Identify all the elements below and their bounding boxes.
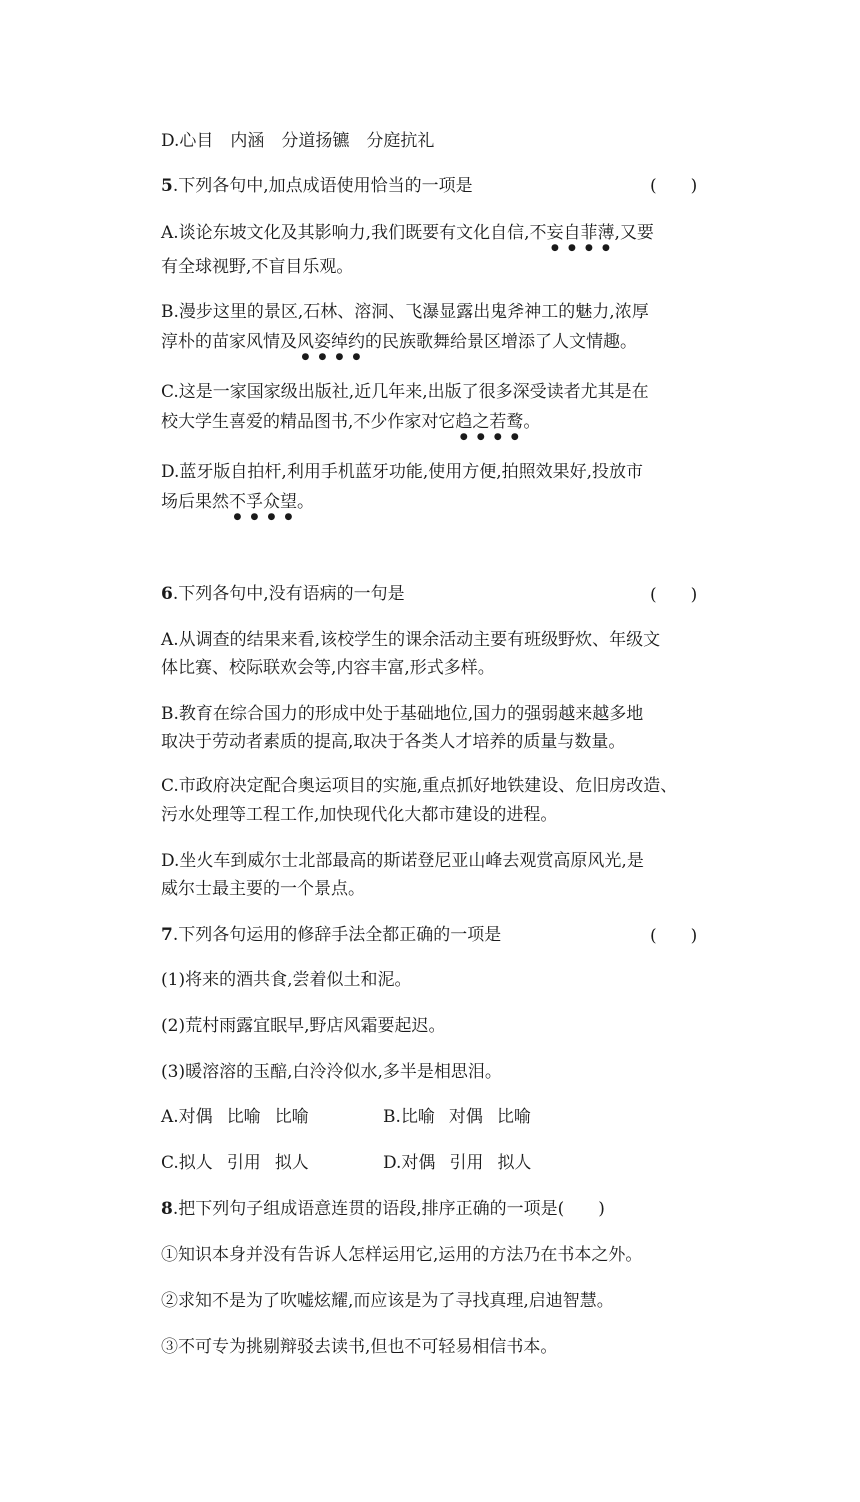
- q7-a-item: 比喻: [274, 1107, 309, 1127]
- q7-c-item: 引用: [226, 1153, 261, 1173]
- q5-option-b-line1: B.漫步这里的景区,石林、溶洞、飞瀑显露出鬼斧神工的魅力,浓厚: [161, 302, 649, 322]
- q5-a-dotted-idiom: 妄自菲薄: [546, 223, 615, 243]
- q7-d-item: D.对偶: [383, 1153, 436, 1173]
- q5-option-d-line1: D.蓝牙版自拍杆,利用手机蓝牙功能,使用方便,拍照效果好,投放市: [161, 462, 644, 482]
- q6-option-d-line2: 威尔士最主要的一个景点。: [161, 879, 365, 899]
- q8-sentence-1: ①知识本身并没有告诉人怎样运用它,运用的方法乃在书本之外。: [161, 1245, 643, 1265]
- q7-a-item: A.对偶: [161, 1107, 213, 1127]
- q6-option-a-line2: 体比赛、校际联欢会等,内容丰富,形式多样。: [161, 658, 495, 678]
- q5-c-text: 校大学生喜爱的精品图书,不少作家对它: [161, 412, 456, 432]
- q7-d-item: 拟人: [497, 1153, 532, 1173]
- q6-option-b-line2: 取决于劳动者素质的提高,取决于各类人才培养的质量与数量。: [161, 732, 626, 752]
- q7-option-a: [161, 1107, 309, 1127]
- q7-option-b: [383, 1107, 531, 1127]
- q7-c-item: 拟人: [274, 1153, 309, 1173]
- q8-stem: [161, 1199, 605, 1219]
- q6-stem-text: .下列各句中,没有语病的一句是: [172, 584, 405, 604]
- q7-b-item: 比喻: [496, 1107, 531, 1127]
- q5-option-d-line2: [161, 492, 314, 522]
- q8-number: 8: [161, 1199, 173, 1219]
- q6-option-c-line1: C.市政府决定配合奥运项目的实施,重点抓好地铁建设、危旧房改造、: [161, 776, 678, 796]
- q6-answer-blank: ( ): [650, 585, 698, 605]
- q7-stem: [161, 925, 501, 945]
- q4-option-d: D.心目 内涵 分道扬镳 分庭抗礼: [161, 131, 435, 151]
- q7-option-d: [383, 1153, 531, 1173]
- q5-b-dotted-idiom: 风姿绰约: [297, 332, 365, 352]
- q5-option-c-line2: [161, 412, 540, 442]
- q5-option-a-line1: [161, 223, 654, 253]
- q7-answer-blank: ( ): [650, 926, 698, 946]
- q7-b-item: 对偶: [448, 1107, 483, 1127]
- q5-stem: [161, 176, 473, 196]
- q5-c-dotted-idiom: 趋之若鹜: [455, 412, 524, 432]
- q5-option-a-line2: 有全球视野,不盲目乐观。: [161, 257, 354, 277]
- q6-number: 6: [161, 584, 173, 604]
- q8-sentence-2: ②求知不是为了吹嘘炫耀,而应该是为了寻找真理,启迪智慧。: [161, 1291, 614, 1311]
- q6-option-a-line1: A.从调查的结果来看,该校学生的课余活动主要有班级野炊、年级文: [161, 630, 661, 650]
- q7-option-c: [161, 1153, 309, 1173]
- q6-option-d-line1: D.坐火车到威尔士北部最高的斯诺登尼亚山峰去观赏高原风光,是: [161, 851, 644, 871]
- q6-option-b-line1: B.教育在综合国力的形成中处于基础地位,国力的强弱越来越多地: [161, 704, 644, 724]
- q6-option-c-line2: 污水处理等工程工作,加快现代化大都市建设的进程。: [161, 805, 558, 825]
- q7-a-item: 比喻: [226, 1107, 261, 1127]
- q7-sentence-1: (1)将来的酒共食,尝着似土和泥。: [161, 970, 412, 990]
- q5-c-text-end: 。: [523, 412, 541, 432]
- q5-answer-blank: ( ): [650, 176, 698, 196]
- q7-c-item: C.拟人: [161, 1153, 213, 1173]
- q5-d-text-end: 。: [297, 492, 314, 512]
- q7-number: 7: [161, 925, 173, 945]
- q7-sentence-3: (3)暖溶溶的玉醅,白泠泠似水,多半是相思泪。: [161, 1062, 502, 1082]
- q5-option-c-line1: C.这是一家国家级出版社,近几年来,出版了很多深受读者尤其是在: [161, 382, 649, 402]
- q5-number: 5: [161, 176, 173, 196]
- q5-b-text-end: 的民族歌舞给景区增添了人文情趣。: [365, 332, 637, 352]
- q5-a-text-end: ,又要: [614, 223, 654, 243]
- q5-a-text: A.谈论东坡文化及其影响力,我们既要有文化自信,不: [161, 223, 547, 243]
- q7-stem-text: .下列各句运用的修辞手法全都正确的一项是: [172, 925, 502, 945]
- q6-stem: [161, 584, 405, 604]
- q8-stem-text: .把下列句子组成语意连贯的语段,排序正确的一项是( ): [172, 1199, 605, 1219]
- q8-sentence-3: ③不可专为挑剔辩驳去读书,但也不可轻易相信书本。: [161, 1337, 558, 1357]
- q7-b-item: B.比喻: [383, 1107, 435, 1127]
- q5-stem-text: .下列各句中,加点成语使用恰当的一项是: [172, 176, 473, 196]
- q5-option-b-line2: [161, 332, 637, 362]
- q5-d-text: 场后果然: [161, 492, 229, 512]
- q7-sentence-2: (2)荒村雨露宜眠早,野店风霜要起迟。: [161, 1016, 446, 1036]
- q5-b-text: 淳朴的苗家风情及: [161, 332, 297, 352]
- q7-d-item: 引用: [449, 1153, 484, 1173]
- q5-d-dotted-idiom: 不孚众望: [229, 492, 297, 512]
